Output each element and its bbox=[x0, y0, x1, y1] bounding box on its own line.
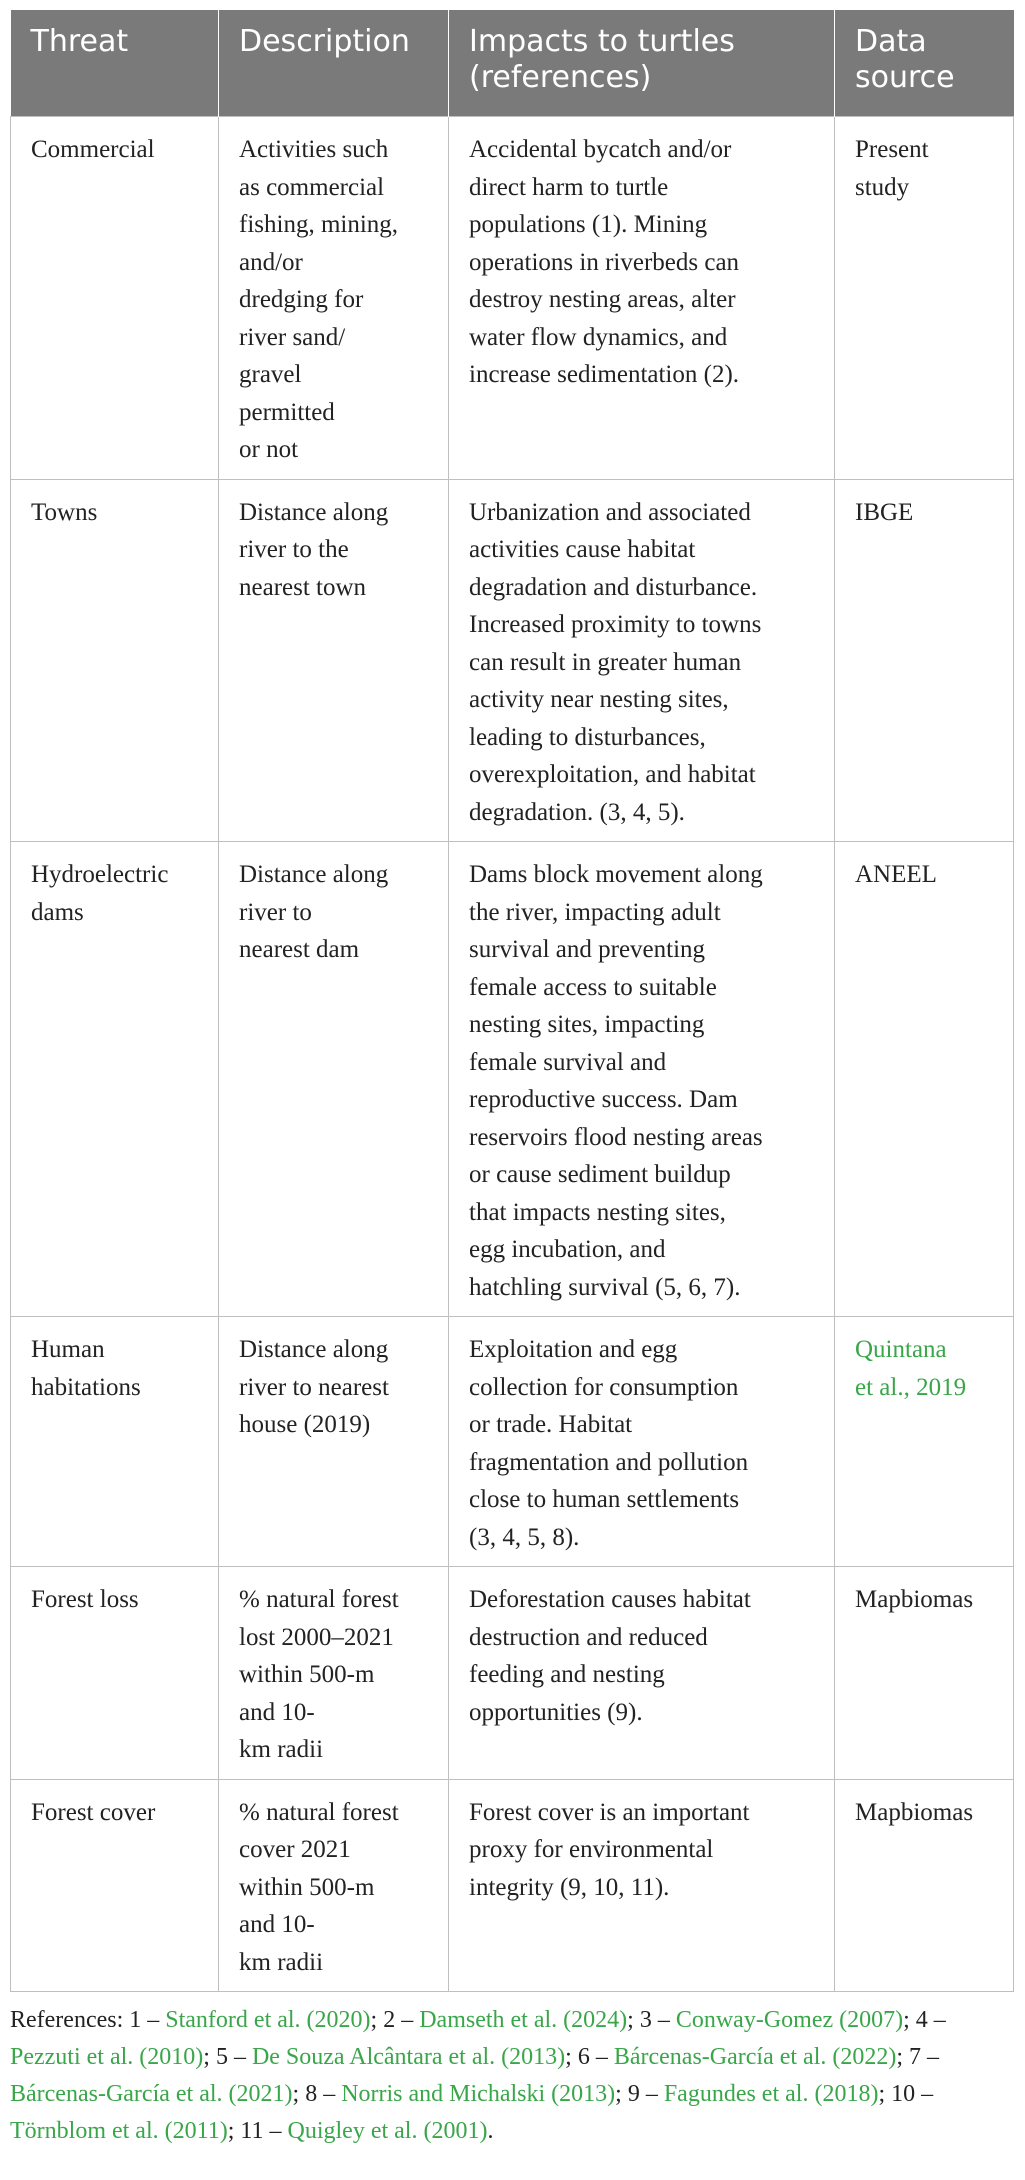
cell-line: as commercial bbox=[239, 173, 385, 201]
cell-line: river to the bbox=[239, 536, 349, 563]
cell-data-source bbox=[835, 1567, 1014, 1780]
reference-link[interactable]: Damseth et al. (2024) bbox=[419, 2007, 628, 2033]
threats-table bbox=[10, 10, 1014, 1992]
table-row bbox=[11, 1779, 1014, 1992]
reference-link[interactable]: Stanford et al. (2020) bbox=[165, 2007, 371, 2033]
cell-line: populations (1). Mining bbox=[469, 211, 708, 238]
cell-line: within 500-m bbox=[239, 1661, 375, 1688]
cell-threat bbox=[11, 842, 219, 1317]
cell-line: habitations bbox=[31, 1373, 141, 1401]
cell-threat bbox=[11, 1317, 219, 1567]
cell-line: the river, impacting adult bbox=[469, 898, 721, 926]
cell-line: operations in riverbeds can bbox=[469, 248, 740, 276]
cell-line: gravel bbox=[239, 361, 302, 388]
cell-threat bbox=[11, 479, 219, 842]
header-impacts: Impacts to turtles (references) bbox=[449, 10, 835, 117]
table-body bbox=[11, 117, 1014, 1992]
cell-line: can result in greater human bbox=[469, 648, 742, 676]
cell-line: km radii bbox=[239, 1948, 324, 1976]
cell-line: Forest cover bbox=[31, 1798, 156, 1826]
cell-line: fishing, mining, bbox=[239, 211, 399, 238]
reference-number: 5 – bbox=[215, 2044, 252, 2070]
cell-description bbox=[219, 1567, 449, 1780]
reference-number: 2 – bbox=[383, 2007, 420, 2033]
cell-line: Distance along bbox=[239, 498, 389, 526]
cell-line: direct harm to turtle bbox=[469, 173, 669, 201]
reference-number: 10 – bbox=[891, 2081, 934, 2107]
cell-line: proxy for environmental bbox=[469, 1836, 714, 1863]
cell-line: km radii bbox=[239, 1736, 324, 1763]
cell-line: (3, 4, 5, 8). bbox=[469, 1523, 580, 1551]
cell-line: or not bbox=[239, 436, 299, 463]
cell-threat bbox=[11, 117, 219, 480]
reference-number: 8 – bbox=[305, 2081, 342, 2107]
cell-line: close to human settlements bbox=[469, 1486, 740, 1513]
header-threat: Threat bbox=[11, 10, 219, 117]
reference-link[interactable]: Törnblom et al. (2011) bbox=[10, 2118, 228, 2144]
cell-line: Forest cover is an important bbox=[469, 1798, 750, 1826]
cell-line: degradation. (3, 4, 5). bbox=[469, 798, 685, 826]
reference-link[interactable]: Bárcenas-García et al. (2022) bbox=[613, 2044, 897, 2070]
header-data-source: Data source bbox=[835, 10, 1014, 117]
cell-line: dredging for bbox=[239, 286, 364, 313]
reference-number: 4 – bbox=[915, 2007, 946, 2033]
table-header bbox=[11, 10, 1014, 117]
reference-number: 11 – bbox=[240, 2118, 288, 2144]
cell-description bbox=[219, 1779, 449, 1992]
reference-separator: ; bbox=[203, 2044, 216, 2070]
cell-line: integrity (9, 10, 11). bbox=[469, 1873, 670, 1901]
cell-line: within 500-m bbox=[239, 1873, 375, 1901]
cell-description bbox=[219, 117, 449, 480]
cell-data-source bbox=[835, 117, 1014, 480]
table-row bbox=[11, 1317, 1014, 1567]
cell-line: lost 2000–2021 bbox=[239, 1623, 394, 1651]
cell-line: IBGE bbox=[855, 498, 914, 526]
cell-line: degradation and disturbance. bbox=[469, 573, 758, 601]
reference-separator: ; bbox=[878, 2081, 892, 2107]
reference-number: 6 – bbox=[577, 2044, 614, 2070]
cell-line: river to bbox=[239, 898, 312, 926]
cell-line: egg incubation, and bbox=[469, 1236, 666, 1263]
cell-line: water flow dynamics, and bbox=[469, 323, 728, 351]
reference-separator: ; bbox=[627, 2007, 640, 2033]
cell-impacts bbox=[449, 117, 835, 480]
cell-line: Present bbox=[855, 136, 929, 163]
cell-data-source bbox=[835, 479, 1014, 842]
cell-line: fragmentation and pollution bbox=[469, 1448, 749, 1476]
reference-separator: ; bbox=[292, 2081, 306, 2107]
cell-description bbox=[219, 479, 449, 842]
cell-line: Dams block movement along bbox=[469, 861, 763, 888]
cell-line: female survival and bbox=[469, 1048, 667, 1076]
references-footnote bbox=[10, 2002, 1013, 2150]
cell-line: Human bbox=[31, 1336, 105, 1363]
reference-number: 1 – bbox=[129, 2007, 166, 2033]
references-label: References: bbox=[10, 2007, 130, 2033]
cell-line: house (2019) bbox=[239, 1411, 371, 1438]
header-description: Description bbox=[219, 10, 449, 117]
cell-line: hatchling survival (5, 6, 7). bbox=[469, 1273, 741, 1301]
cell-line: opportunities (9). bbox=[469, 1698, 643, 1726]
cell-line: leading to disturbances, bbox=[469, 723, 706, 751]
cell-threat bbox=[11, 1567, 219, 1780]
reference-separator: ; bbox=[903, 2007, 916, 2033]
cell-line: collection for consumption bbox=[469, 1373, 739, 1401]
reference-number: 3 – bbox=[639, 2007, 676, 2033]
cell-line: Urbanization and associated bbox=[469, 498, 751, 526]
reference-link[interactable]: Fagundes et al. (2018) bbox=[663, 2081, 879, 2107]
cell-line: Commercial bbox=[31, 136, 155, 163]
cell-line: study bbox=[855, 173, 910, 201]
cell-line: Hydroelectric bbox=[31, 861, 169, 888]
cell-line: Increased proximity to towns bbox=[469, 611, 762, 638]
reference-separator: ; bbox=[615, 2081, 628, 2107]
reference-separator: ; bbox=[896, 2044, 910, 2070]
cell-line: cover 2021 bbox=[239, 1836, 351, 1863]
cell-line: increase sedimentation (2). bbox=[469, 361, 740, 388]
cell-line: nearest dam bbox=[239, 936, 360, 963]
cell-line: Accidental bycatch and/or bbox=[469, 136, 732, 163]
reference-number: 9 – bbox=[627, 2081, 664, 2107]
reference-separator: ; bbox=[565, 2044, 578, 2070]
cell-line: or trade. Habitat bbox=[469, 1411, 633, 1438]
cell-impacts bbox=[449, 842, 835, 1317]
cell-line: dams bbox=[31, 898, 84, 926]
cell-description bbox=[219, 842, 449, 1317]
reference-separator: ; bbox=[227, 2118, 241, 2144]
table-row bbox=[11, 842, 1014, 1317]
cell-line: river sand/ bbox=[239, 323, 346, 351]
cell-line: destruction and reduced bbox=[469, 1623, 708, 1651]
cell-line: permitted bbox=[239, 398, 335, 426]
reference-link[interactable]: Bárcenas-García et al. (2021) bbox=[10, 2081, 293, 2107]
reference-number: 7 – bbox=[909, 2044, 940, 2070]
cell-line: reservoirs flood nesting areas bbox=[469, 1123, 763, 1151]
cell-data-source[interactable] bbox=[835, 1317, 1014, 1567]
cell-impacts bbox=[449, 1317, 835, 1567]
cell-line: Distance along bbox=[239, 1336, 389, 1363]
cell-line: nesting sites, impacting bbox=[469, 1011, 705, 1038]
cell-line: overexploitation, and habitat bbox=[469, 761, 756, 788]
table-row bbox=[11, 117, 1014, 480]
cell-line: Forest loss bbox=[31, 1586, 139, 1613]
cell-line: ANEEL bbox=[855, 861, 937, 888]
cell-line: and 10- bbox=[239, 1911, 315, 1938]
cell-line: Distance along bbox=[239, 861, 389, 888]
cell-line: and 10- bbox=[239, 1698, 315, 1726]
cell-line: activities cause habitat bbox=[469, 536, 696, 563]
cell-line: river to nearest bbox=[239, 1373, 389, 1401]
cell-line: Exploitation and egg bbox=[469, 1336, 678, 1363]
reference-link[interactable]: Quigley et al. (2001) bbox=[287, 2118, 488, 2144]
cell-threat bbox=[11, 1779, 219, 1992]
cell-line: that impacts nesting sites, bbox=[469, 1198, 726, 1226]
cell-line: % natural forest bbox=[239, 1586, 399, 1613]
cell-line: Mapbiomas bbox=[855, 1586, 974, 1613]
cell-line: activity near nesting sites, bbox=[469, 686, 729, 713]
cell-data-source bbox=[835, 842, 1014, 1317]
cell-impacts bbox=[449, 479, 835, 842]
reference-link[interactable]: Conway-Gomez (2007) bbox=[675, 2007, 904, 2033]
cell-line: reproductive success. Dam bbox=[469, 1086, 738, 1113]
table-row bbox=[11, 479, 1014, 842]
cell-data-source bbox=[835, 1779, 1014, 1992]
reference-link[interactable]: Norris and Michalski (2013) bbox=[341, 2081, 616, 2107]
cell-line: nearest town bbox=[239, 573, 367, 601]
cell-line: % natural forest bbox=[239, 1798, 399, 1826]
cell-line: Mapbiomas bbox=[855, 1798, 974, 1826]
cell-impacts bbox=[449, 1567, 835, 1780]
reference-separator: ; bbox=[370, 2007, 384, 2033]
cell-impacts bbox=[449, 1779, 835, 1992]
reference-link[interactable]: De Souza Alcântara et al. (2013) bbox=[251, 2044, 566, 2070]
cell-line: feeding and nesting bbox=[469, 1661, 665, 1688]
cell-line: Towns bbox=[31, 498, 98, 526]
reference-separator: . bbox=[487, 2118, 494, 2144]
cell-line: and/or bbox=[239, 248, 303, 276]
cell-line: female access to suitable bbox=[469, 973, 717, 1001]
cell-line: Activities such bbox=[239, 136, 389, 163]
cell-line: destroy nesting areas, alter bbox=[469, 286, 736, 313]
document bbox=[10, 10, 1013, 2150]
cell-line: survival and preventing bbox=[469, 936, 706, 963]
cell-description bbox=[219, 1317, 449, 1567]
cell-line: Deforestation causes habitat bbox=[469, 1586, 751, 1613]
cell-line: et al., 2019 bbox=[855, 1373, 967, 1401]
cell-line: Quintana bbox=[855, 1336, 947, 1363]
cell-line: or cause sediment buildup bbox=[469, 1161, 731, 1188]
table-row bbox=[11, 1567, 1014, 1780]
reference-link[interactable]: Pezzuti et al. (2010) bbox=[10, 2044, 204, 2070]
